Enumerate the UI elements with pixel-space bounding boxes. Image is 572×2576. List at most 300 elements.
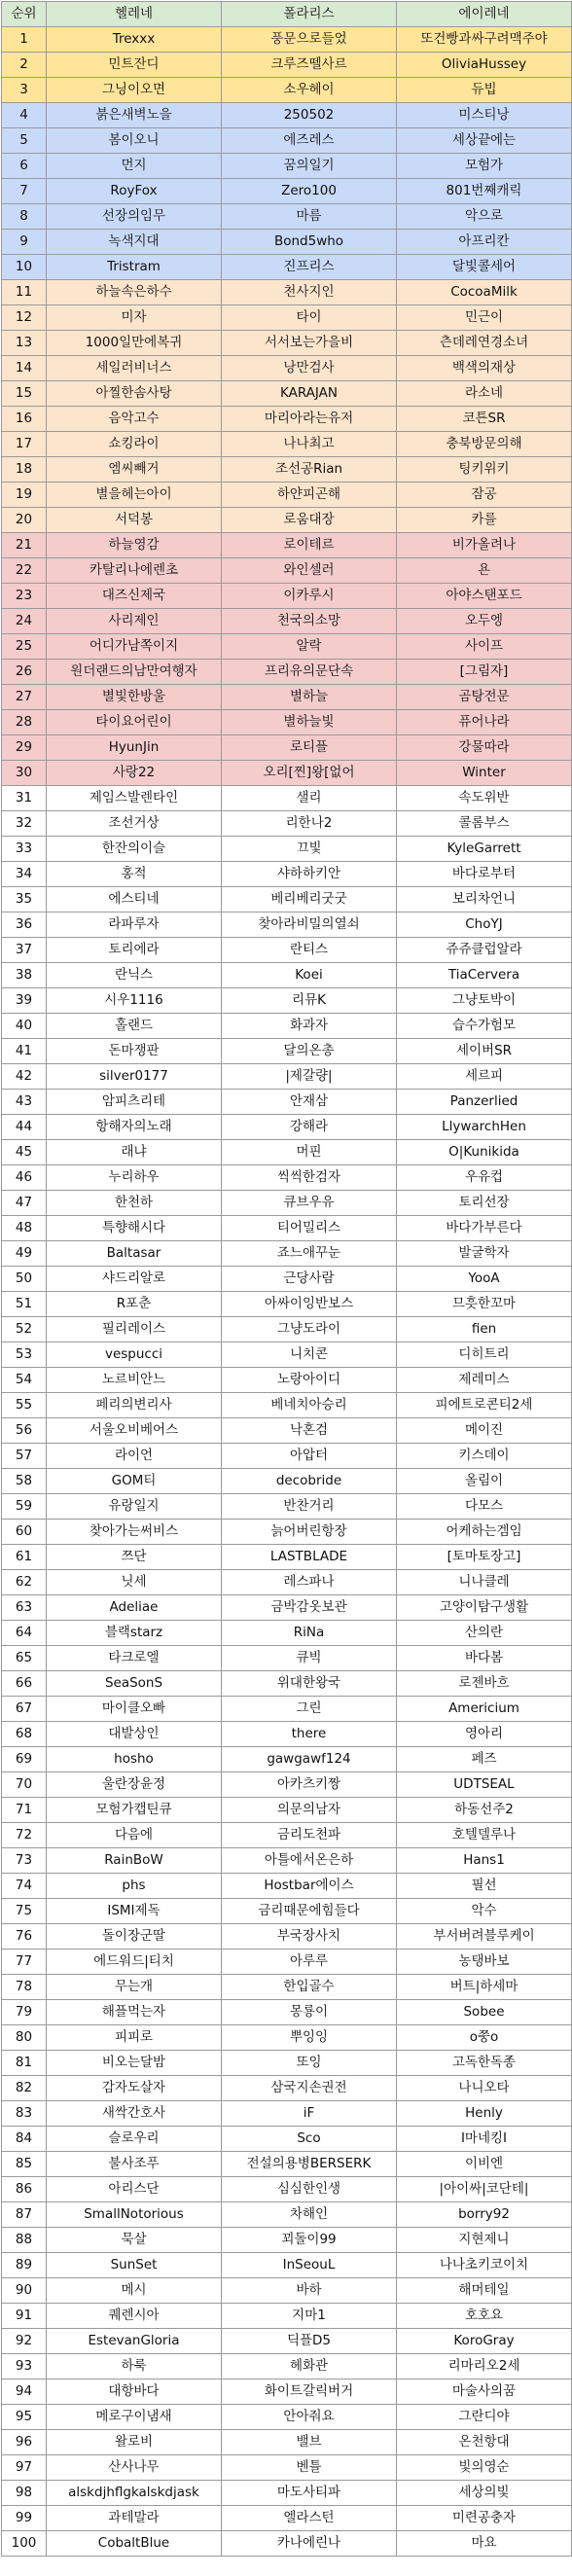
polaris-cell: 근당사람 <box>222 1267 397 1292</box>
rank-cell: 79 <box>2 2000 47 2025</box>
table-row <box>2 432 572 457</box>
rank-cell: 37 <box>2 938 47 963</box>
eirene-cell: 메이진 <box>397 1418 572 1444</box>
helene-cell: 음악고수 <box>47 407 222 432</box>
rank-cell: 35 <box>2 887 47 912</box>
polaris-cell: 찾아라비밀의열쇠 <box>222 912 397 938</box>
rank-cell: 5 <box>2 128 47 154</box>
eirene-cell: 퓨어나라 <box>397 710 572 735</box>
helene-cell: 대항바다 <box>47 2379 222 2405</box>
table-row <box>2 1520 572 1545</box>
helene-cell: 슬로우리 <box>47 2127 222 2152</box>
helene-cell: Adeliae <box>47 1595 222 1621</box>
table-row <box>2 634 572 660</box>
polaris-cell: 강해라 <box>222 1115 397 1140</box>
polaris-cell: 그린 <box>222 1697 397 1722</box>
table-row <box>2 1090 572 1115</box>
rank-cell: 41 <box>2 1039 47 1064</box>
helene-cell: 하룩 <box>47 2354 222 2379</box>
eirene-cell: 아야스탠포드 <box>397 584 572 609</box>
rank-cell: 11 <box>2 280 47 305</box>
eirene-cell: 습수가험모 <box>397 1014 572 1039</box>
polaris-cell: 베리베리굿굿 <box>222 887 397 912</box>
eirene-cell: 호텔델루나 <box>397 1823 572 1848</box>
helene-cell: 제임스발렌타인 <box>47 786 222 811</box>
rank-cell: 56 <box>2 1418 47 1444</box>
polaris-cell: 란티스 <box>222 938 397 963</box>
rank-cell: 52 <box>2 1317 47 1342</box>
helene-cell: EstevanGloria <box>47 2329 222 2354</box>
eirene-cell: 영아리 <box>397 1722 572 1747</box>
table-row <box>2 558 572 584</box>
eirene-cell: Americium <box>397 1697 572 1722</box>
eirene-cell: 츤데레연경소녀 <box>397 331 572 356</box>
table-row <box>2 786 572 811</box>
eirene-cell: 키스데이 <box>397 1444 572 1469</box>
polaris-cell: 위대한왕국 <box>222 1671 397 1697</box>
rank-cell: 72 <box>2 1823 47 1848</box>
eirene-cell: 올림이 <box>397 1469 572 1494</box>
helene-cell: 암피츠리테 <box>47 1090 222 1115</box>
helene-cell: vespucci <box>47 1342 222 1368</box>
helene-cell: 페리의변리사 <box>47 1393 222 1418</box>
helene-cell: 원더랜드의남만여행자 <box>47 660 222 685</box>
polaris-cell: 낭만검사 <box>222 356 397 381</box>
table-row <box>2 1115 572 1140</box>
rank-cell: 99 <box>2 2506 47 2531</box>
polaris-cell: 전설의용병BERSERK <box>222 2152 397 2177</box>
helene-cell: 시우1116 <box>47 988 222 1014</box>
helene-cell: 별을헤는아이 <box>47 483 222 508</box>
helene-cell: 불사조푸 <box>47 2152 222 2177</box>
rank-cell: 2 <box>2 53 47 78</box>
helene-cell: 세일러비너스 <box>47 356 222 381</box>
eirene-cell: 악수 <box>397 1899 572 1924</box>
eirene-cell: o쭝o <box>397 2025 572 2051</box>
eirene-cell: 민근이 <box>397 305 572 331</box>
polaris-cell: 마름 <box>222 204 397 230</box>
polaris-cell: KARAJAN <box>222 381 397 407</box>
eirene-cell: 아프리칸 <box>397 230 572 255</box>
eirene-cell: 사이프 <box>397 634 572 660</box>
polaris-cell: 차해인 <box>222 2202 397 2228</box>
rank-cell: 93 <box>2 2354 47 2379</box>
eirene-cell: 마술사의꿈 <box>397 2379 572 2405</box>
polaris-cell: 에즈레스 <box>222 128 397 154</box>
polaris-cell: 크루즈뗄사르 <box>222 53 397 78</box>
table-row <box>2 660 572 685</box>
rank-cell: 22 <box>2 558 47 584</box>
table-row <box>2 1469 572 1494</box>
helene-cell: 조선거상 <box>47 811 222 837</box>
eirene-cell: Winter <box>397 761 572 786</box>
helene-cell: CobaltBlue <box>47 2531 222 2557</box>
table-row <box>2 381 572 407</box>
eirene-cell: 달빛콜세어 <box>397 255 572 280</box>
table-row <box>2 1595 572 1621</box>
table-row <box>2 154 572 179</box>
polaris-cell: 벤틀 <box>222 2455 397 2481</box>
eirene-cell: 발굴학자 <box>397 1241 572 1267</box>
polaris-cell: 죠느애꾸눈 <box>222 1241 397 1267</box>
eirene-cell: 욘 <box>397 558 572 584</box>
helene-cell: 에스티네 <box>47 887 222 912</box>
polaris-cell: 헤화관 <box>222 2354 397 2379</box>
helene-cell: 피피로 <box>47 2025 222 2051</box>
helene-cell: RainBoW <box>47 1848 222 1874</box>
table-row <box>2 2430 572 2455</box>
eirene-cell: 니나클레 <box>397 1570 572 1595</box>
polaris-cell: Koei <box>222 963 397 988</box>
table-row <box>2 1950 572 1975</box>
eirene-cell: 호호요 <box>397 2304 572 2329</box>
table-row <box>2 2481 572 2506</box>
table-row <box>2 1267 572 1292</box>
rank-cell: 17 <box>2 432 47 457</box>
helene-cell: 특향해시다 <box>47 1216 222 1241</box>
rank-cell: 16 <box>2 407 47 432</box>
eirene-cell: 바다로부터 <box>397 862 572 887</box>
polaris-cell: 그냥도라이 <box>222 1317 397 1342</box>
polaris-cell: |제갈량| <box>222 1064 397 1090</box>
table-row <box>2 2202 572 2228</box>
table-row <box>2 2127 572 2152</box>
polaris-cell: 마리아라는유저 <box>222 407 397 432</box>
eirene-cell: 오두엥 <box>397 609 572 634</box>
eirene-cell: 산의란 <box>397 1621 572 1646</box>
polaris-cell: 소우헤이 <box>222 78 397 103</box>
table-row <box>2 2506 572 2531</box>
polaris-cell: 달의온총 <box>222 1039 397 1064</box>
rank-cell: 23 <box>2 584 47 609</box>
eirene-cell: YooA <box>397 1267 572 1292</box>
table-row <box>2 837 572 862</box>
polaris-cell: 또잉 <box>222 2051 397 2076</box>
eirene-cell: 모험가 <box>397 154 572 179</box>
helene-cell: 민트잔디 <box>47 53 222 78</box>
helene-cell: 메로구이냄새 <box>47 2405 222 2430</box>
polaris-cell: 끄빛 <box>222 837 397 862</box>
polaris-cell: 아루루 <box>222 1950 397 1975</box>
table-row <box>2 2025 572 2051</box>
helene-cell: 사랑22 <box>47 761 222 786</box>
rank-cell: 45 <box>2 1140 47 1165</box>
rank-cell: 87 <box>2 2202 47 2228</box>
polaris-cell: InSeouL <box>222 2253 397 2278</box>
eirene-cell: Henly <box>397 2101 572 2127</box>
table-row <box>2 2152 572 2177</box>
helene-cell: 다음에 <box>47 1823 222 1848</box>
rank-cell: 26 <box>2 660 47 685</box>
polaris-cell: iF <box>222 2101 397 2127</box>
polaris-cell: 의문의남자 <box>222 1798 397 1823</box>
rank-cell: 19 <box>2 483 47 508</box>
helene-cell: Tristram <box>47 255 222 280</box>
helene-cell: 미자 <box>47 305 222 331</box>
rank-cell: 62 <box>2 1570 47 1595</box>
table-row <box>2 2304 572 2329</box>
table-row <box>2 78 572 103</box>
table-row <box>2 1823 572 1848</box>
helene-cell: 항해자의노래 <box>47 1115 222 1140</box>
eirene-cell: [그림자] <box>397 660 572 685</box>
rank-cell: 14 <box>2 356 47 381</box>
helene-cell: 유랑일지 <box>47 1494 222 1520</box>
polaris-cell: 카나에린나 <box>222 2531 397 2557</box>
rank-cell: 13 <box>2 331 47 356</box>
helene-cell: 감자도살자 <box>47 2076 222 2101</box>
table-row <box>2 2405 572 2430</box>
eirene-cell: 그란디야 <box>397 2405 572 2430</box>
polaris-cell: 250502 <box>222 103 397 128</box>
eirene-cell: 로젠바흐 <box>397 1671 572 1697</box>
rank-cell: 75 <box>2 1899 47 1924</box>
table-row <box>2 1444 572 1469</box>
eirene-cell: 나나초키코이치 <box>397 2253 572 2278</box>
polaris-cell: 아싸이잉반보스 <box>222 1292 397 1317</box>
helene-cell: 서덕봉 <box>47 508 222 533</box>
polaris-cell: 서서보는가을비 <box>222 331 397 356</box>
rank-cell: 29 <box>2 735 47 761</box>
eirene-cell: 세르피 <box>397 1064 572 1090</box>
table-row <box>2 533 572 558</box>
rank-cell: 12 <box>2 305 47 331</box>
table-row <box>2 1039 572 1064</box>
rank-cell: 71 <box>2 1798 47 1823</box>
eirene-cell: 세상의빛 <box>397 2481 572 2506</box>
table-row <box>2 609 572 634</box>
polaris-cell: decobride <box>222 1469 397 1494</box>
rank-cell: 49 <box>2 1241 47 1267</box>
helene-cell: 산사나무 <box>47 2455 222 2481</box>
rank-cell: 59 <box>2 1494 47 1520</box>
table-row <box>2 1798 572 1823</box>
eirene-cell: 비가올려나 <box>397 533 572 558</box>
table-row <box>2 1621 572 1646</box>
polaris-cell: 오리[찐]왕[없어 <box>222 761 397 786</box>
rank-cell: 98 <box>2 2481 47 2506</box>
rank-cell: 82 <box>2 2076 47 2101</box>
table-row <box>2 1646 572 1671</box>
polaris-cell: 별하늘 <box>222 685 397 710</box>
polaris-cell: 한입골수 <box>222 1975 397 2000</box>
eirene-cell: 미스티낭 <box>397 103 572 128</box>
helene-cell: 노르비안느 <box>47 1368 222 1393</box>
table-row <box>2 2278 572 2304</box>
server-polaris-header: 폴라리스 <box>222 2 397 27</box>
polaris-cell: 별하늘빛 <box>222 710 397 735</box>
helene-cell: 어디가남쪽이지 <box>47 634 222 660</box>
table-row <box>2 735 572 761</box>
polaris-cell: 로티플 <box>222 735 397 761</box>
eirene-cell: 마요 <box>397 2531 572 2557</box>
table-row <box>2 1899 572 1924</box>
polaris-cell: 천사지인 <box>222 280 397 305</box>
polaris-cell: 아카츠키짱 <box>222 1772 397 1798</box>
table-row <box>2 2177 572 2202</box>
polaris-cell: 천국의소망 <box>222 609 397 634</box>
polaris-cell: 화이트갈릭버거 <box>222 2379 397 2405</box>
table-row <box>2 2455 572 2481</box>
helene-cell: 선장의임무 <box>47 204 222 230</box>
polaris-cell: 금박감옷보관 <box>222 1595 397 1621</box>
rank-cell: 40 <box>2 1014 47 1039</box>
table-row <box>2 1671 572 1697</box>
rank-cell: 55 <box>2 1393 47 1418</box>
rank-cell: 4 <box>2 103 47 128</box>
polaris-cell: there <box>222 1722 397 1747</box>
rank-cell: 96 <box>2 2430 47 2455</box>
table-row <box>2 407 572 432</box>
table-row <box>2 912 572 938</box>
eirene-cell: 미련공충자 <box>397 2506 572 2531</box>
table-row <box>2 1874 572 1899</box>
table-row <box>2 230 572 255</box>
helene-cell: 엠씨빼거 <box>47 457 222 483</box>
eirene-cell: 팅키위키 <box>397 457 572 483</box>
eirene-cell: UDTSEAL <box>397 1772 572 1798</box>
eirene-cell: KoroGray <box>397 2329 572 2354</box>
helene-cell: 라이언 <box>47 1444 222 1469</box>
helene-cell: 그닝이오면 <box>47 78 222 103</box>
helene-cell: 무는개 <box>47 1975 222 2000</box>
polaris-cell: 화과자 <box>222 1014 397 1039</box>
helene-cell: SeaSonS <box>47 1671 222 1697</box>
table-row <box>2 2000 572 2025</box>
rank-cell: 42 <box>2 1064 47 1090</box>
rank-cell: 74 <box>2 1874 47 1899</box>
eirene-cell: 또건빵과싸구려맥주야 <box>397 27 572 53</box>
helene-cell: 아리스단 <box>47 2177 222 2202</box>
table-row <box>2 887 572 912</box>
eirene-cell: LlywarchHen <box>397 1115 572 1140</box>
table-row <box>2 2253 572 2278</box>
polaris-cell: 리한나2 <box>222 811 397 837</box>
rank-cell: 78 <box>2 1975 47 2000</box>
polaris-cell: 삼국지손권전 <box>222 2076 397 2101</box>
helene-cell: 녹색지대 <box>47 230 222 255</box>
polaris-cell: 마도사티파 <box>222 2481 397 2506</box>
helene-cell: 해플먹는자 <box>47 2000 222 2025</box>
polaris-cell: 지마1 <box>222 2304 397 2329</box>
table-row <box>2 988 572 1014</box>
table-row <box>2 331 572 356</box>
rank-cell: 68 <box>2 1722 47 1747</box>
helene-cell: hosho <box>47 1747 222 1772</box>
table-row <box>2 103 572 128</box>
rank-cell: 53 <box>2 1342 47 1368</box>
table-row <box>2 1697 572 1722</box>
table-row <box>2 305 572 331</box>
rank-cell: 64 <box>2 1621 47 1646</box>
helene-cell: 울란장윤정 <box>47 1772 222 1798</box>
eirene-cell: 악으로 <box>397 204 572 230</box>
server-eirene-header: 에이레네 <box>397 2 572 27</box>
helene-cell: 모험가캡틴큐 <box>47 1798 222 1823</box>
rank-cell: 1 <box>2 27 47 53</box>
polaris-cell: gawgawf124 <box>222 1747 397 1772</box>
helene-cell: 홍적 <box>47 862 222 887</box>
table-row <box>2 2531 572 2557</box>
table-row <box>2 457 572 483</box>
eirene-cell: 페즈 <box>397 1747 572 1772</box>
table-row <box>2 2076 572 2101</box>
helene-cell: 닛세 <box>47 1570 222 1595</box>
eirene-cell: OliviaHussey <box>397 53 572 78</box>
helene-cell: 퀘렌시아 <box>47 2304 222 2329</box>
helene-cell: 붉은새벽노을 <box>47 103 222 128</box>
eirene-cell: 듀빕 <box>397 78 572 103</box>
polaris-cell: 큐빅 <box>222 1646 397 1671</box>
eirene-cell: 토리선장 <box>397 1191 572 1216</box>
helene-cell: 봄이오니 <box>47 128 222 154</box>
eirene-cell: 온천항대 <box>397 2430 572 2455</box>
helene-cell: 카탈리나에렌초 <box>47 558 222 584</box>
table-row <box>2 1722 572 1747</box>
rank-cell: 8 <box>2 204 47 230</box>
helene-cell: 쇼킹라이 <box>47 432 222 457</box>
helene-cell: 왈로비 <box>47 2430 222 2455</box>
polaris-cell: 티어밀리스 <box>222 1216 397 1241</box>
polaris-cell: 아틀에서온은하 <box>222 1848 397 1874</box>
helene-cell: 별빛한방울 <box>47 685 222 710</box>
rank-cell: 57 <box>2 1444 47 1469</box>
helene-cell: 래냐 <box>47 1140 222 1165</box>
rank-cell: 6 <box>2 154 47 179</box>
helene-cell: 아찔한솜사탕 <box>47 381 222 407</box>
helene-cell: 란닉스 <box>47 963 222 988</box>
rank-cell: 18 <box>2 457 47 483</box>
polaris-cell: 씩씩한검자 <box>222 1165 397 1191</box>
eirene-cell: 카를 <box>397 508 572 533</box>
table-row <box>2 1393 572 1418</box>
rank-cell: 73 <box>2 1848 47 1874</box>
helene-cell: 먼지 <box>47 154 222 179</box>
table-row <box>2 2051 572 2076</box>
helene-cell: 라파루자 <box>47 912 222 938</box>
ranking-body <box>2 27 572 2557</box>
rank-cell: 34 <box>2 862 47 887</box>
rank-cell: 66 <box>2 1671 47 1697</box>
helene-cell: 쯔단 <box>47 1545 222 1570</box>
helene-cell: HyunJin <box>47 735 222 761</box>
helene-cell: 필리레이스 <box>47 1317 222 1342</box>
table-row <box>2 1064 572 1090</box>
table-row <box>2 1216 572 1241</box>
table-row <box>2 1545 572 1570</box>
eirene-cell: 어케하는겜임 <box>397 1520 572 1545</box>
table-row <box>2 1848 572 1874</box>
rank-cell: 7 <box>2 179 47 204</box>
helene-cell: Baltasar <box>47 1241 222 1267</box>
rank-cell: 47 <box>2 1191 47 1216</box>
rank-cell: 9 <box>2 230 47 255</box>
helene-cell: 하늘영감 <box>47 533 222 558</box>
table-row <box>2 2329 572 2354</box>
table-row <box>2 2228 572 2253</box>
helene-cell: 홀랜드 <box>47 1014 222 1039</box>
table-row <box>2 255 572 280</box>
rank-cell: 48 <box>2 1216 47 1241</box>
eirene-cell: 곰탕전문 <box>397 685 572 710</box>
rank-cell: 91 <box>2 2304 47 2329</box>
polaris-cell: 타이 <box>222 305 397 331</box>
polaris-cell: 안아줘요 <box>222 2405 397 2430</box>
eirene-cell: I마네킹I <box>397 2127 572 2152</box>
polaris-cell: 리뮤K <box>222 988 397 1014</box>
table-row <box>2 1570 572 1595</box>
helene-cell: 타크로엘 <box>47 1646 222 1671</box>
